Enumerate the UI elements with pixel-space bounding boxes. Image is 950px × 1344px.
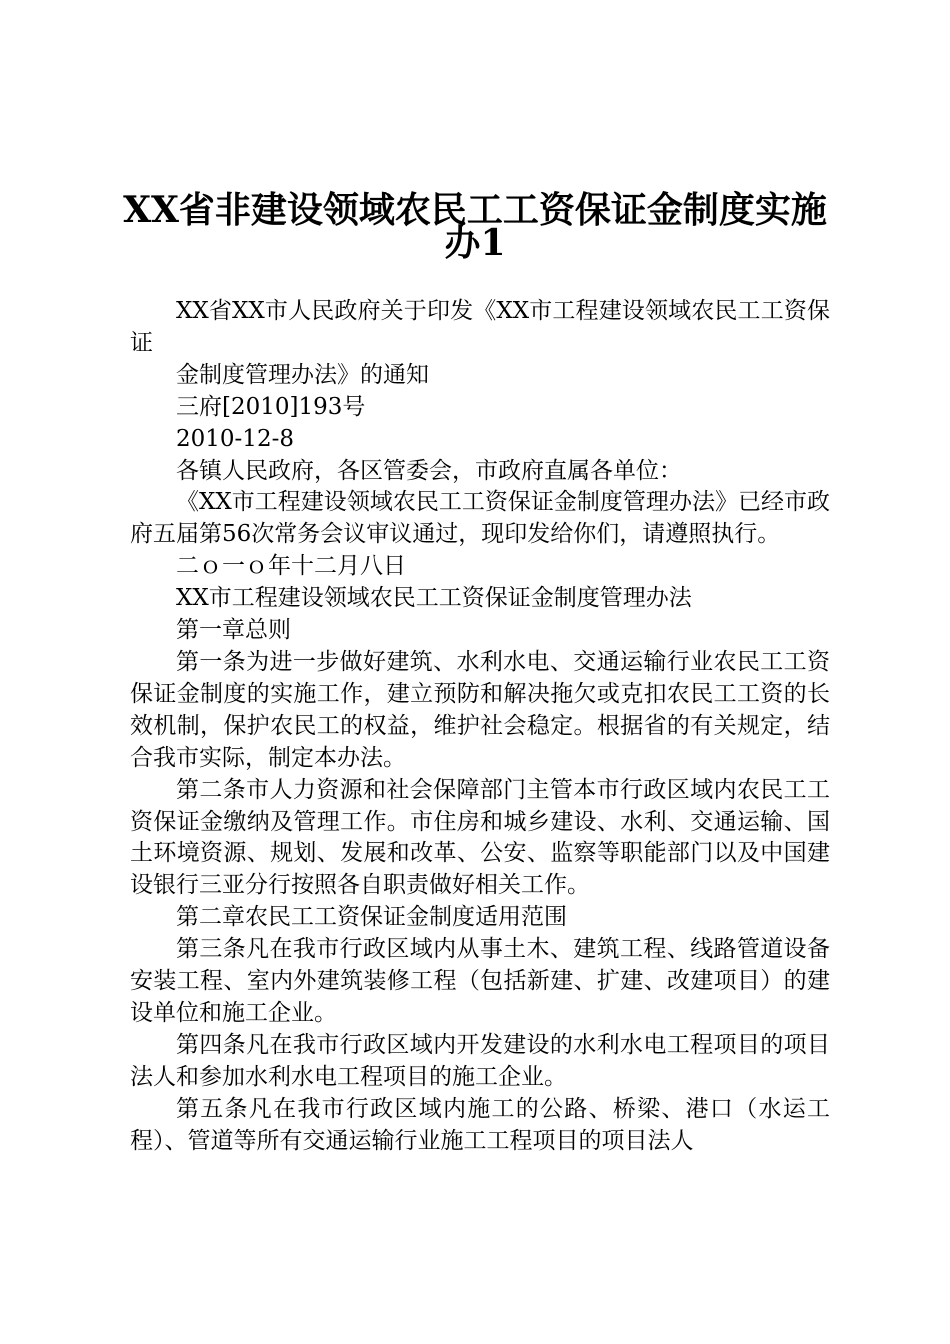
document-title-line-2: 办1 [444,222,506,264]
paragraph-date: 2010-12-8 [176,425,294,452]
paragraph-regulation-title: XX市工程建设领域农民工工资保证金制度管理办法 [176,585,692,612]
paragraph-article-2: 第二条市人力资源和社会保障部门主管本市行政区域内农民工工资保证金缴纳及管理工作。市住房和城乡建设、水利、交通运输、国土环境资源、规划、发展和改革、公安、监察等职能部门以及中国建设银行三亚分行按照各自职责做好相关工作。 [130,776,830,899]
paragraph-notice-body: 《XX市工程建设领域农民工工资保证金制度管理办法》已经市政府五届第56次常务会议审议通过，现印发给你们，请遵照执行。 [130,489,830,548]
paragraph-article-4: 第四条凡在我市行政区域内开发建设的水利水电工程项目的项目法人和参加水利水电工程项目的施工企业。 [130,1031,830,1090]
paragraph-issue-date: 二ｏ一ｏ年十二月八日 [176,553,406,580]
paragraph-chapter-1: 第一章总则 [176,617,291,644]
paragraph-doc-number: 三府[2010]193号 [176,393,366,420]
paragraph-addressees: 各镇人民政府，各区管委会，市政府直属各单位： [176,457,682,484]
document-body [130,296,830,1157]
paragraph-notice-heading: XX省XX市人民政府关于印发《XX市工程建设领域农民工工资保证 [130,298,830,356]
paragraph-article-1: 第一条为进一步做好建筑、水利水电、交通运输行业农民工工资保证金制度的实施工作，建立预防和解决拖欠或克扣农民工工资的长效机制，保护农民工的权益，维护社会稳定。根据省的有关规定，结合我市实际，制定本办法。 [130,648,830,771]
paragraph-notice-heading-cont: 金制度管理办法》的通知 [176,361,429,388]
paragraph-article-5: 第五条凡在我市行政区域内施工的公路、桥梁、港口（水运工程）、管道等所有交通运输行业施工工程项目的项目法人 [130,1095,830,1154]
document-title-line-1: XX省非建设领域农民工工资保证金制度实施 [123,189,827,231]
paragraph-article-3: 第三条凡在我市行政区域内从事土木、建筑工程、线路管道设备安装工程、室内外建筑装修工程（包括新建、扩建、改建项目）的建设单位和施工企业。 [130,936,830,1026]
paragraph-chapter-2: 第二章农民工工资保证金制度适用范围 [176,904,567,931]
